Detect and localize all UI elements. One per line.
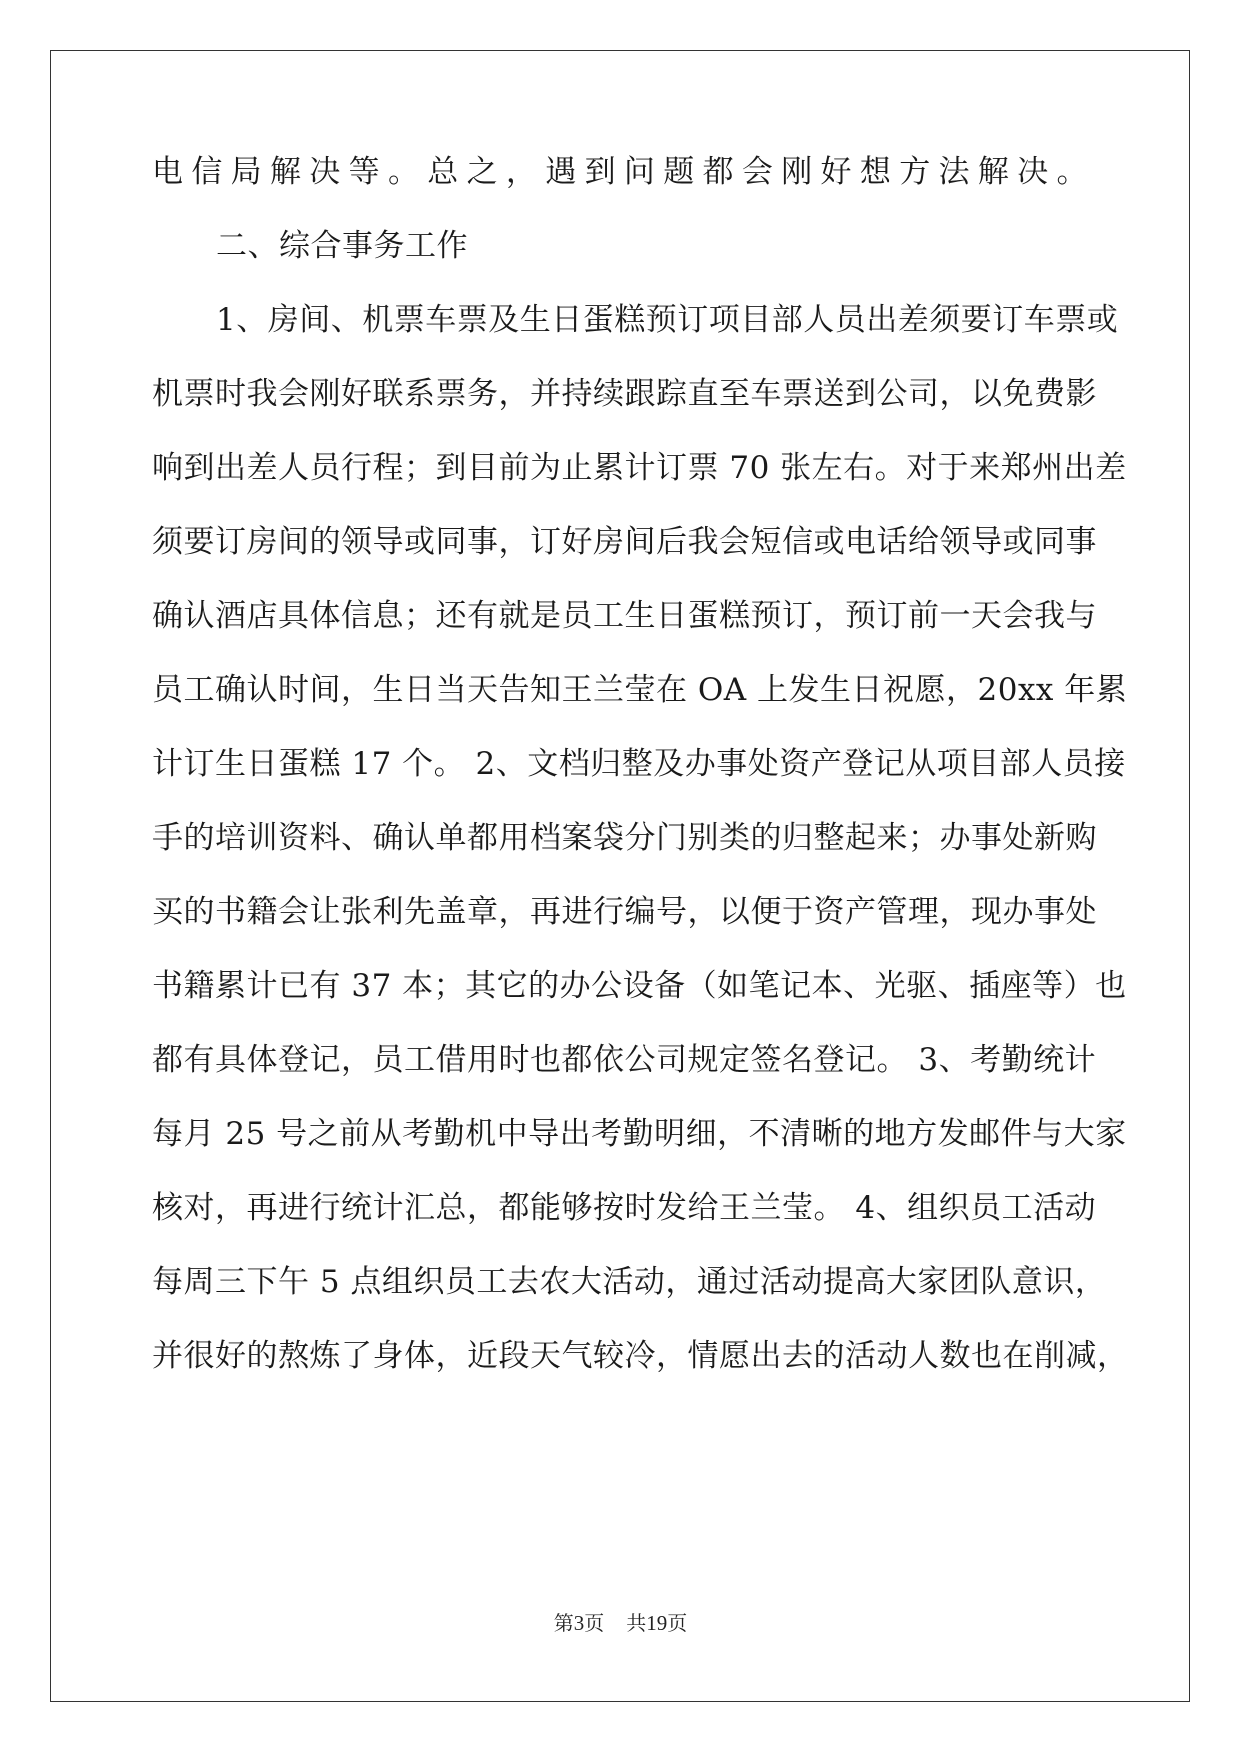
text-line: 核对，再进行统计汇总，都能够按时发给王兰莹。 4、组织员工活动 (152, 1190, 1097, 1226)
page-label-suffix: 页 (584, 1613, 605, 1635)
page-label-prefix: 第 (553, 1613, 574, 1635)
text-line: 1、房间、机票车票及生日蛋糕预订项目部人员出差须要订车票或 (216, 302, 1119, 338)
total-pages-label (626, 1610, 687, 1637)
text-line: 每周三下午 5 点组织员工去农大活动，通过活动提高大家团队意识， (152, 1264, 1107, 1300)
text-line: 确认酒店具体信息；还有就是员工生日蛋糕预订，预订前一天会我与 (152, 598, 1097, 634)
text-line: 买的书籍会让张利先盖章，再进行编号，以便于资产管理，现办事处 (152, 894, 1097, 930)
page-number: 3 (573, 1611, 585, 1635)
text-line: 每月 25 号之前从考勤机中导出考勤明细，不清晰的地方发邮件与大家 (152, 1116, 1127, 1152)
text-line: 响到出差人员行程；到目前为止累计订票 70 张左右。对于来郑州出差 (152, 450, 1127, 486)
text-line: 机票时我会刚好联系票务，并持续跟踪直至车票送到公司，以免费影 (152, 376, 1097, 412)
text-line: 员工确认时间，生日当天告知王兰莹在 OA 上发生日祝愿，20xx 年累 (152, 672, 1128, 708)
text-line: 计订生日蛋糕 17 个。 2、文档归整及办事处资产登记从项目部人员接 (152, 746, 1126, 782)
section-heading: 二、综合事务工作 (216, 228, 468, 264)
text-line: 都有具体登记，员工借用时也都依公司规定签名登记。 3、考勤统计 (152, 1042, 1097, 1078)
total-label-suffix: 页 (667, 1613, 688, 1635)
text-line: 手的培训资料、确认单都用档案袋分门别类的归整起来；办事处新购 (152, 820, 1097, 856)
total-pages: 19 (646, 1611, 668, 1635)
page-number-label (554, 1610, 605, 1637)
page-footer (0, 1610, 1241, 1637)
page-border (50, 50, 1190, 1702)
text-line: 须要订房间的领导或同事，订好房间后我会短信或电话给领导或同事 (152, 524, 1097, 560)
text-line: 书籍累计已有 37 本；其它的办公设备（如笔记本、光驱、插座等）也 (152, 968, 1127, 1004)
text-line: 电信局解决等。总之，遇到问题都会刚好想方法解决。 (152, 154, 1088, 190)
text-line: 并很好的熬炼了身体，近段天气较冷，情愿出去的活动人数也在削减， (152, 1338, 1129, 1374)
total-label-prefix: 共 (626, 1613, 647, 1635)
